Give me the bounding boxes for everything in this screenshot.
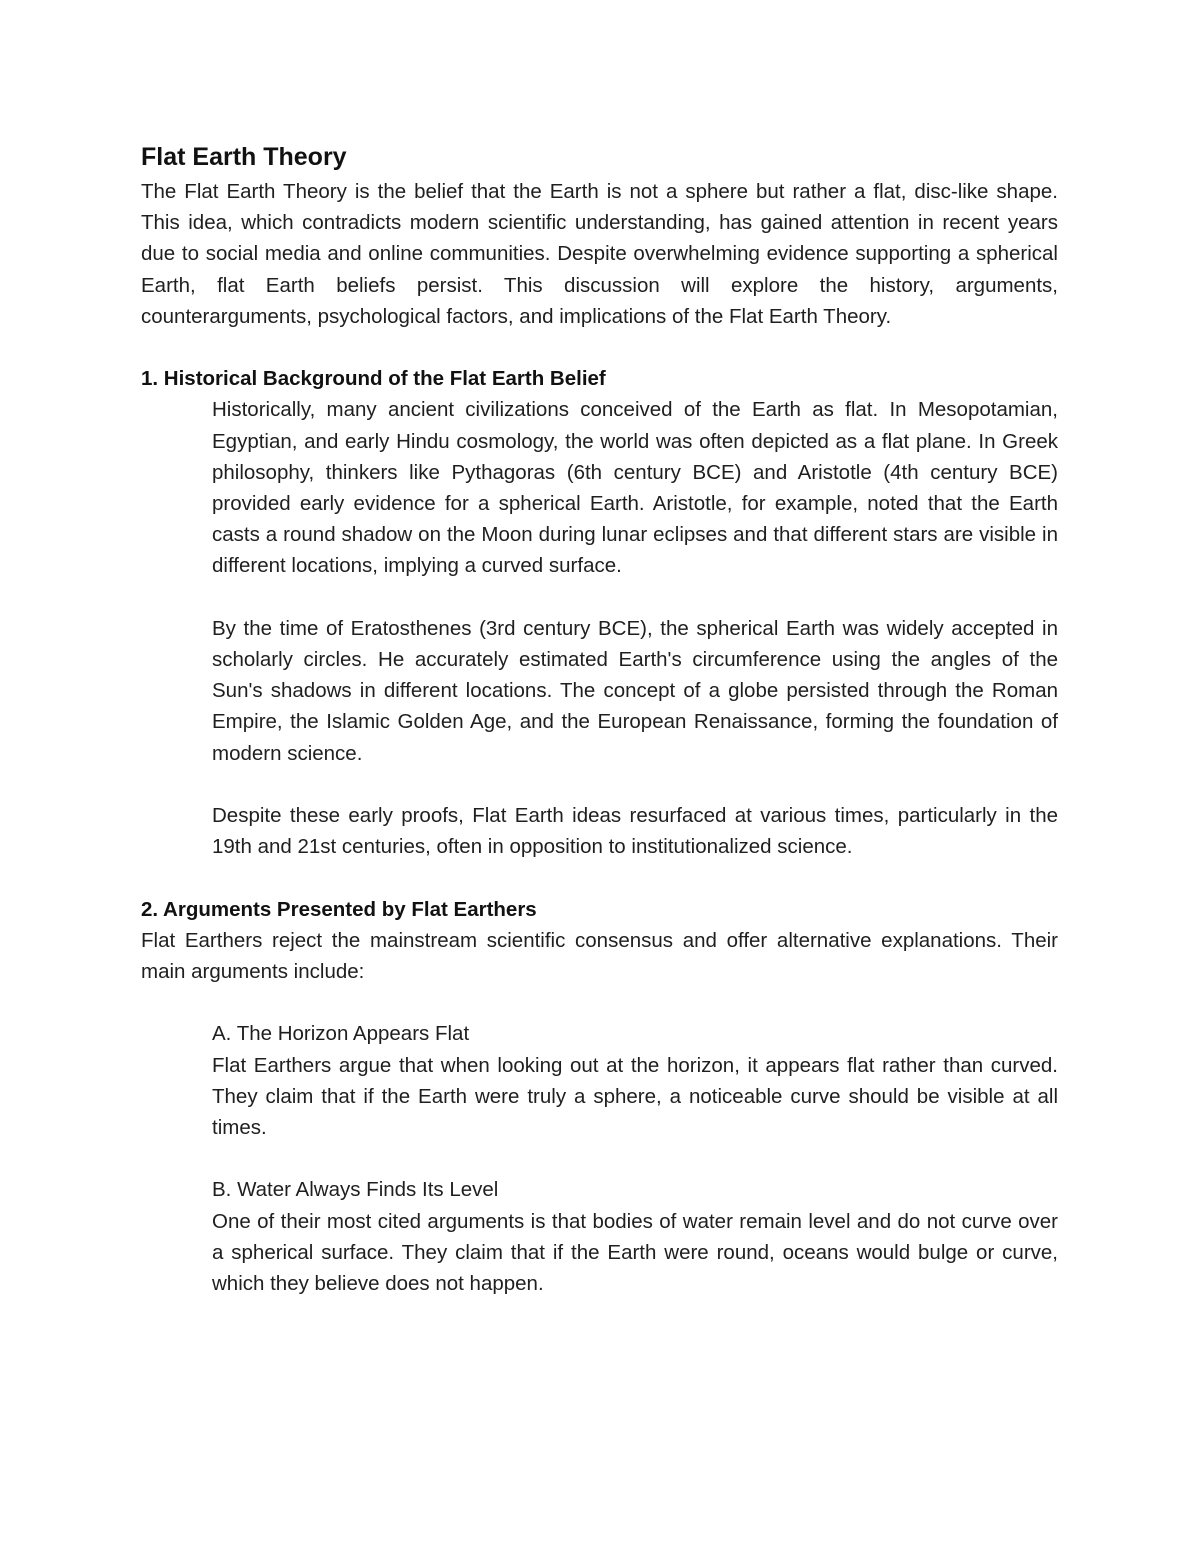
argument-title: B. Water Always Finds Its Level	[212, 1178, 499, 1202]
section-1-paragraph: By the time of Eratosthenes (3rd century BCE), the spherical Earth was widely accepted in scholarly circles. He accurately estimated Earth's circumference using the angles of the Sun's shadows in different locations. The concept of a globe persisted through the Roman Empire, the Islamic Golden Age, and the European Renaissance, forming the foundation of modern science.	[212, 616, 1058, 765]
argument-text: Flat Earthers argue that when looking out at the horizon, it appears flat rather than curved. They claim that if the Earth were truly a sphere, a noticeable curve should be visible at all times.	[212, 1053, 1058, 1140]
argument-title: A. The Horizon Appears Flat	[212, 1022, 470, 1046]
intro-paragraph: The Flat Earth Theory is the belief that the Earth is not a sphere but rather a flat, disc-like shape. This idea, which contradicts modern scientific understanding, has gained attention in recent years due to social media and online communities. Despite overwhelming evidence supporting a spherical Earth, flat Earth beliefs persist. This discussion will explore the history, arguments, counterarguments, psychological factors, and implications of the Flat Earth Theory.	[141, 180, 1058, 328]
spacer	[141, 332, 1058, 363]
document-title: Flat Earth Theory	[141, 143, 347, 171]
section-1-body	[212, 394, 1058, 862]
spacer	[212, 1143, 1058, 1174]
spacer	[212, 582, 1058, 613]
section-1-paragraph: Despite these early proofs, Flat Earth ideas resurfaced at various times, particularly in the 19th and 21st centuries, often in opposition to institutionalized science.	[212, 804, 1058, 859]
section-2-intro: Flat Earthers reject the mainstream scientific consensus and offer alternative explanations. Their main arguments include:	[141, 928, 1058, 984]
section-2-arguments	[212, 1018, 1058, 1299]
spacer	[141, 987, 1058, 1018]
argument-text: One of their most cited arguments is that bodies of water remain level and do not curve over a spherical surface. They claim that if the Earth were round, oceans would bulge or curve, which they believe does not happen.	[212, 1209, 1058, 1296]
document-page	[141, 138, 1058, 1299]
section-1-paragraph: Historically, many ancient civilizations conceived of the Earth as flat. In Mesopotamian, Egyptian, and early Hindu cosmology, the world was often depicted as a flat plane. In Greek philosophy, thinkers like Pythagoras (6th century BCE) and Aristotle (4th century BCE) provided early evidence for a spherical Earth. Aristotle, for example, noted that the Earth casts a round shadow on the Moon during lunar eclipses and that different stars are visible in different locations, implying a curved surface.	[212, 398, 1058, 578]
section-2-heading: 2. Arguments Presented by Flat Earthers	[141, 897, 537, 921]
spacer	[212, 769, 1058, 800]
section-1-heading: 1. Historical Background of the Flat Earth Belief	[141, 367, 606, 391]
spacer	[141, 862, 1058, 893]
